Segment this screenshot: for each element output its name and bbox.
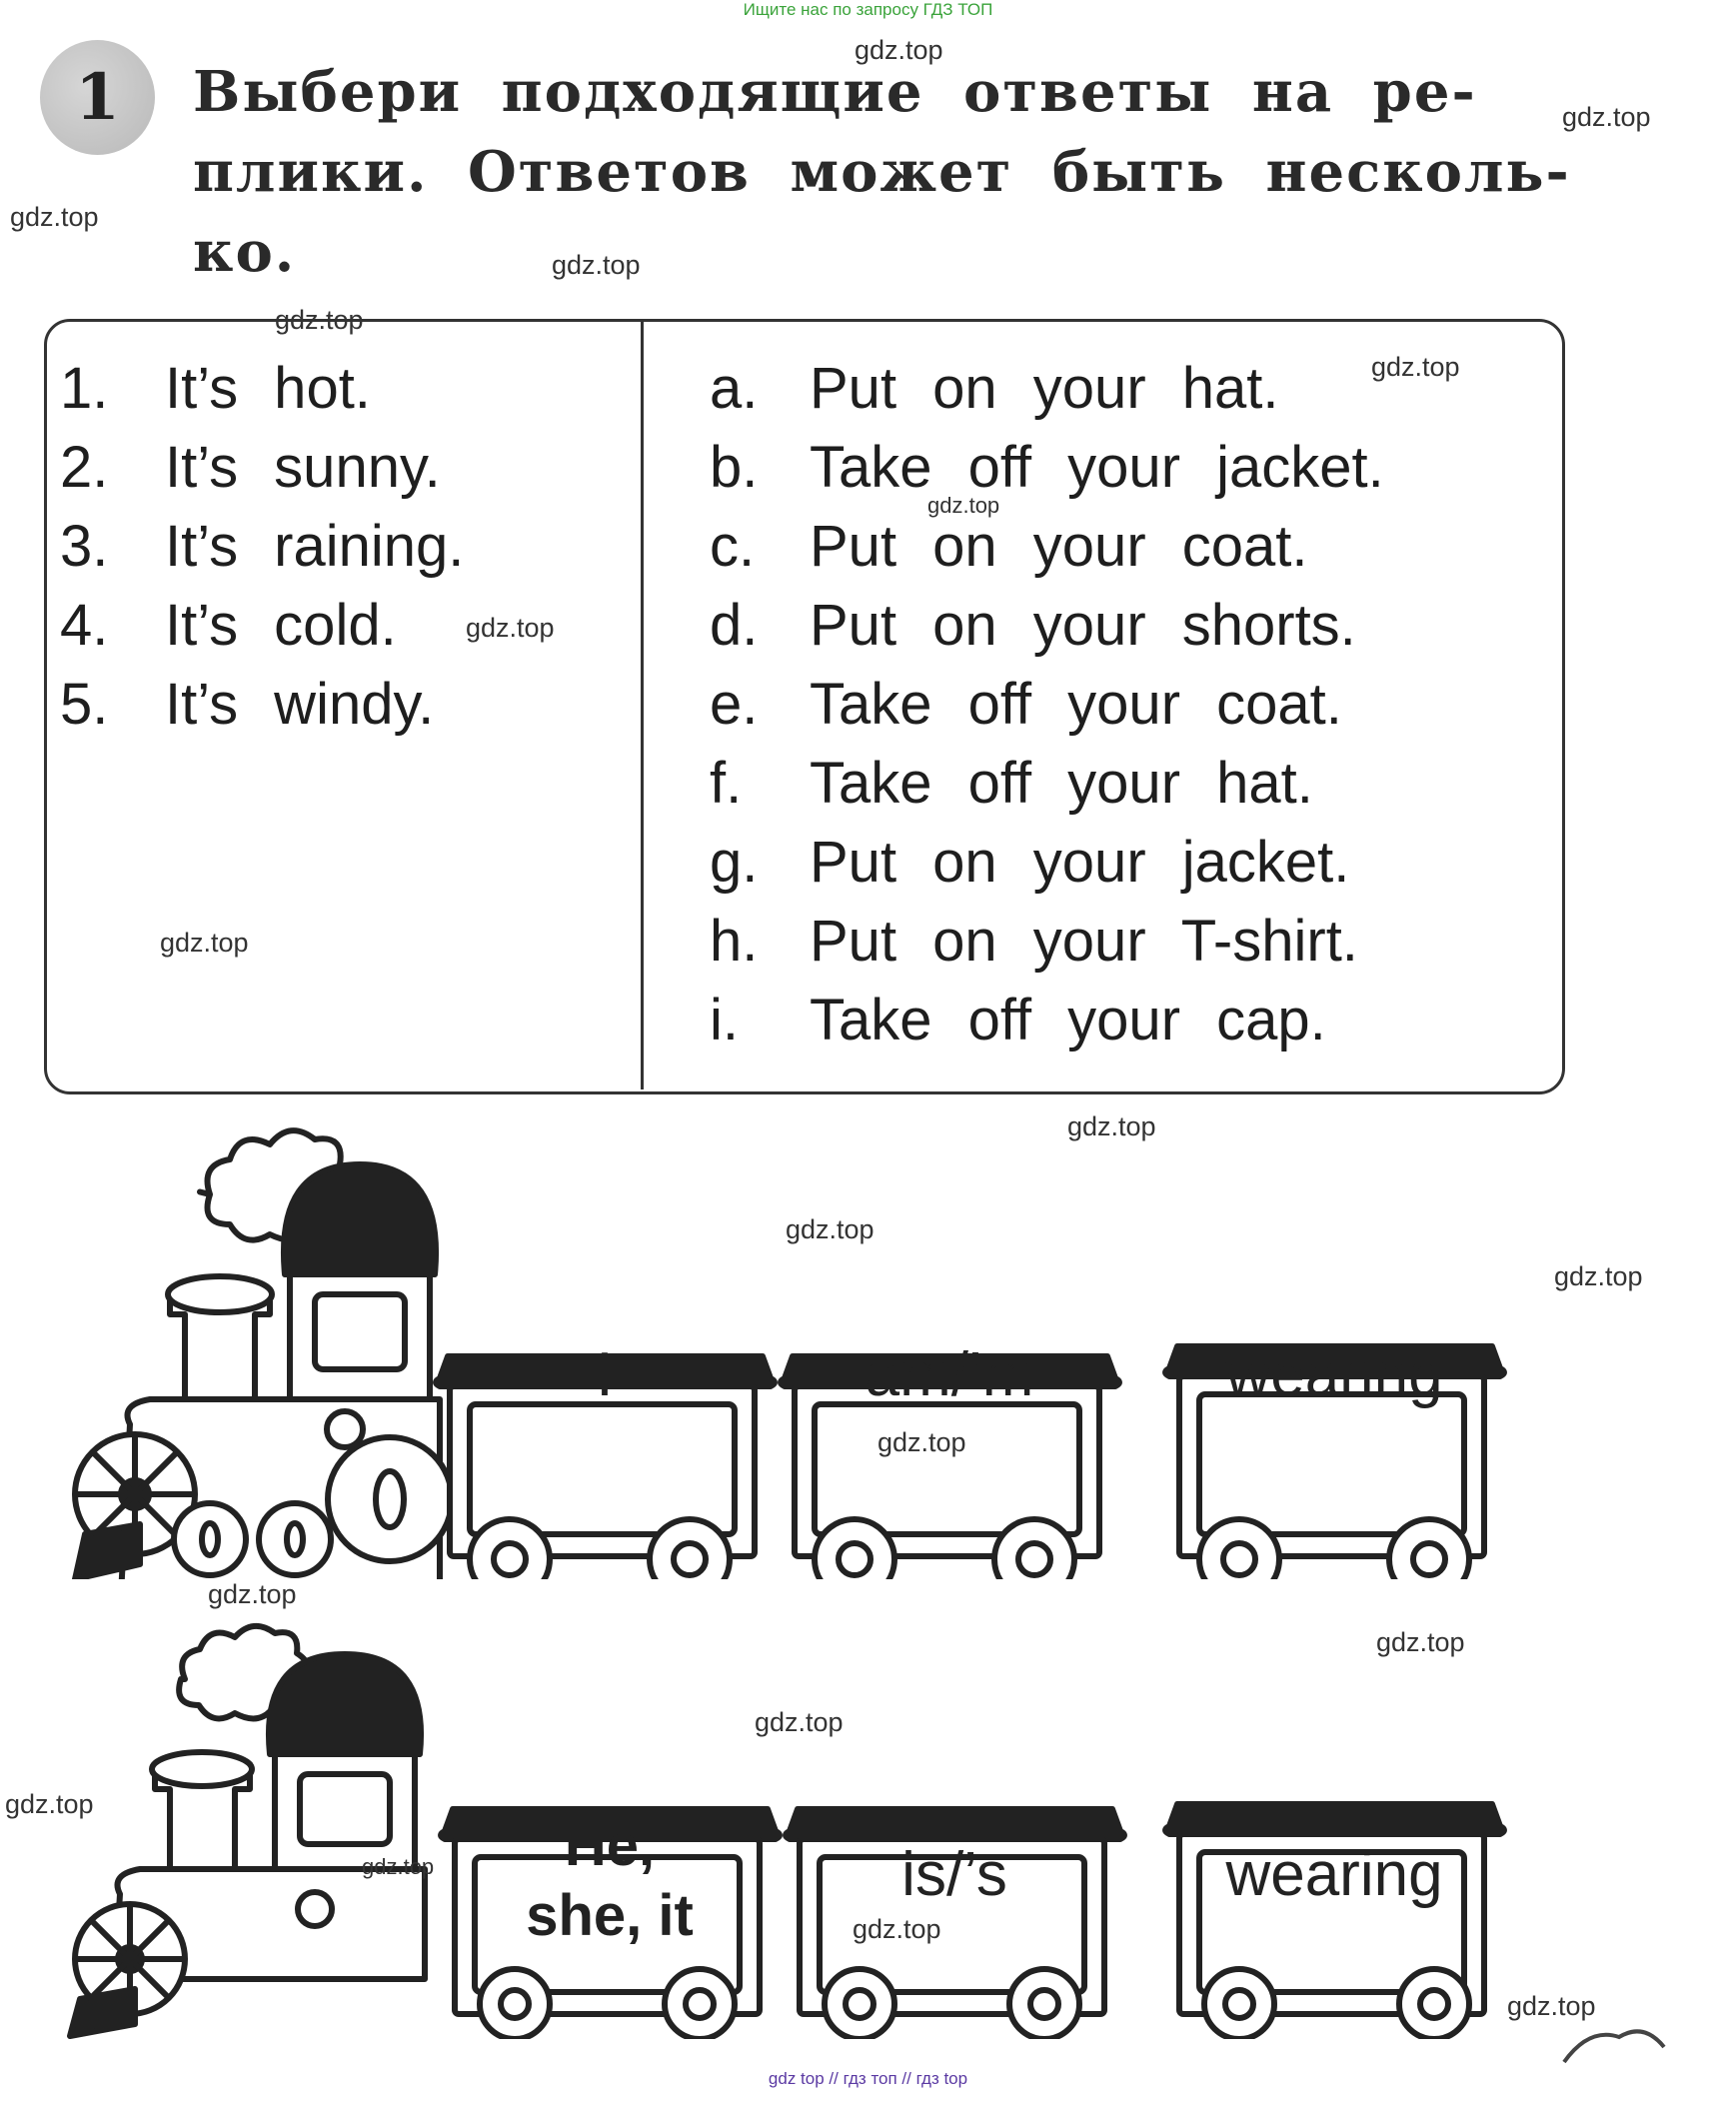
statement-text: It’s windy.: [165, 672, 435, 737]
statement-number: 4.: [60, 593, 109, 658]
response-letter: f.: [710, 751, 743, 816]
response-item: [710, 586, 1384, 665]
statement-item: [60, 507, 464, 586]
response-item: [710, 981, 1384, 1059]
watermark: gdz.top: [552, 250, 641, 280]
matching-divider: [641, 320, 644, 1089]
response-item: [710, 744, 1384, 823]
statement-item: [60, 349, 464, 428]
watermark: gdz.top: [877, 1427, 966, 1457]
response-text: Put on your coat.: [810, 514, 1308, 579]
wagon-word: wearing: [1225, 1840, 1443, 1909]
response-letter: d.: [710, 593, 759, 658]
watermark: gdz.top: [755, 1707, 844, 1737]
watermark: gdz.top: [1562, 102, 1651, 132]
response-item: [710, 349, 1384, 428]
watermark: gdz.top: [853, 1914, 941, 1944]
watermark: gdz.top: [160, 928, 249, 958]
responses-list: [710, 349, 1384, 1059]
page-corner-decoration: [1559, 2024, 1669, 2064]
watermark: gdz.top: [5, 1789, 94, 1819]
footer-watermark: gdz top // гдз топ // гдз top: [768, 2069, 968, 2088]
cab: [284, 1164, 436, 1274]
exercise-number: 1: [75, 60, 120, 135]
cab: [269, 1654, 421, 1754]
watermark: gdz.top: [208, 1579, 297, 1609]
watermark: gdz.top: [10, 202, 99, 232]
statement-item: [60, 586, 464, 665]
response-text: Take off your hat.: [810, 751, 1313, 816]
response-item: [710, 507, 1384, 586]
statement-item: [60, 665, 464, 744]
statement-text: It’s sunny.: [165, 435, 441, 500]
wagon-word: she, it: [526, 1883, 694, 1948]
statement-text: It’s cold.: [165, 593, 397, 658]
watermark: gdz.top: [855, 35, 943, 65]
response-text: Put on your shorts.: [810, 593, 1356, 658]
watermark: gdz.top: [927, 493, 1000, 518]
response-text: Take off your coat.: [810, 672, 1342, 737]
watermark: gdz.top: [1376, 1627, 1465, 1657]
cow-catcher: [70, 1989, 135, 2036]
instruction-line-2: плики. Ответов может быть несколь-: [193, 139, 1571, 205]
response-item: [710, 428, 1384, 507]
response-text: Put on your hat.: [810, 356, 1279, 421]
watermark: gdz.top: [466, 613, 555, 643]
wagon-word: I: [596, 1340, 614, 1409]
statement-text: It’s hot.: [165, 356, 371, 421]
response-letter: h.: [710, 909, 759, 974]
watermark: gdz.top: [275, 305, 364, 335]
statement-item: [60, 428, 464, 507]
instruction-line-1: Выбери подходящие ответы на ре-: [193, 59, 1477, 125]
wagon-word: is/’s: [901, 1840, 1007, 1909]
response-text: Put on your jacket.: [810, 830, 1350, 895]
top-banner: Ищите нас по запросу ГДЗ ТОП: [743, 0, 993, 19]
response-text: Take off your cap.: [810, 988, 1326, 1053]
watermark: gdz.top: [1554, 1261, 1643, 1291]
watermark: gdz.top: [1067, 1111, 1156, 1141]
response-letter: b.: [710, 435, 759, 500]
exercise-instruction: [193, 52, 1592, 292]
statement-number: 3.: [60, 514, 109, 579]
statement-number: 2.: [60, 435, 109, 500]
response-text: Take off your jacket.: [810, 435, 1384, 500]
watermark: gdz.top: [362, 1854, 435, 1879]
statement-text: It’s raining.: [165, 514, 465, 579]
watermark: gdz.top: [786, 1214, 874, 1244]
response-text: Put on your T-shirt.: [810, 909, 1358, 974]
statements-list: [60, 349, 464, 744]
response-letter: i.: [710, 988, 739, 1053]
instruction-line-3: ко.: [193, 219, 297, 285]
statement-number: 5.: [60, 672, 109, 737]
response-item: [710, 902, 1384, 981]
watermark: gdz.top: [1507, 1991, 1596, 2021]
response-letter: c.: [710, 514, 756, 579]
statement-number: 1.: [60, 356, 109, 421]
wagon-word: am/’m: [865, 1340, 1034, 1409]
watermark: gdz.top: [1371, 352, 1460, 382]
response-item: [710, 823, 1384, 902]
response-item: [710, 665, 1384, 744]
train-illustration-2: [60, 1619, 1579, 2039]
response-letter: e.: [710, 672, 759, 737]
response-letter: a.: [710, 356, 759, 421]
wagon-word: He,: [564, 1813, 656, 1878]
wagon-word: wearing: [1225, 1340, 1443, 1409]
response-letter: g.: [710, 830, 759, 895]
